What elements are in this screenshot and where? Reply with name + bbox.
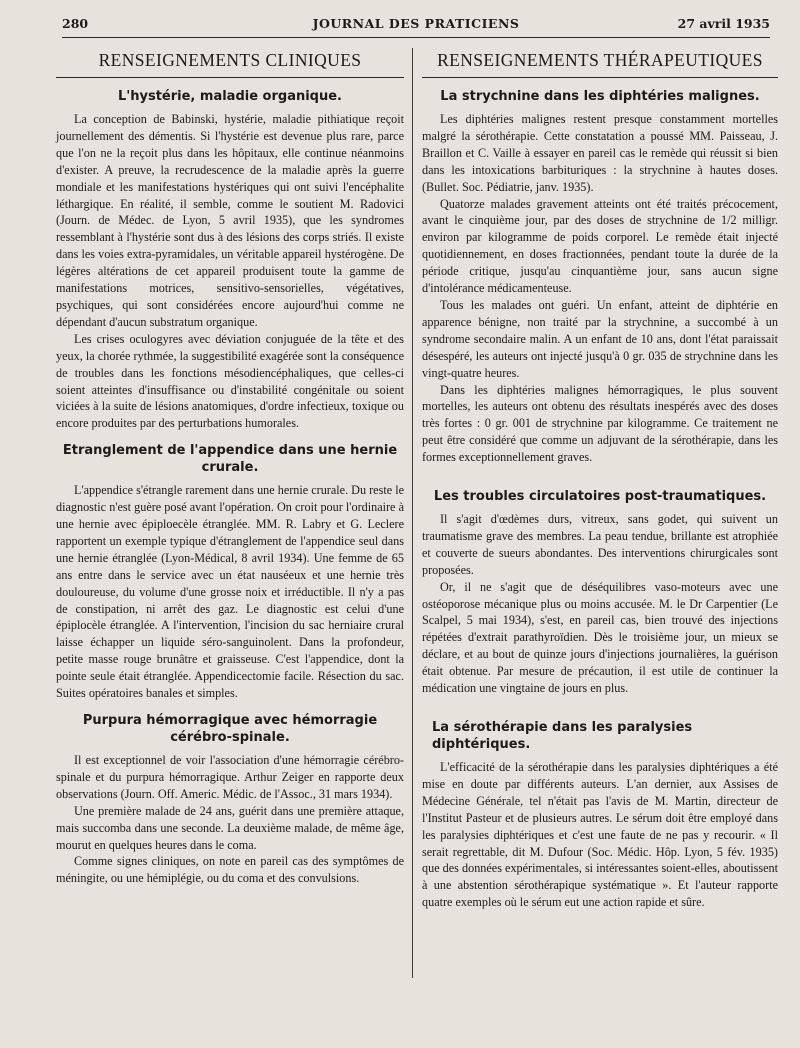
left-column-title: RENSEIGNEMENTS CLINIQUES (56, 50, 404, 78)
section-heading-strychnine: La strychnine dans les diphtéries malignes. (440, 89, 760, 104)
paragraph: L'appendice s'étrangle rarement dans une hernie crurale. Du reste le diagnostic n'est guère posé avant l'opération. On croit pour l'ordinaire à une hernie avec épiploecèle étranglée. MM. R. Labry et G. Leclere rapportent un exemple typique d'étranglement de l'appendice seul dans une hernie étranglée (Lyon-Médical, 8 avril 1934). Une femme de 65 ans entre dans le service avec un état nauséeux et une hernie très douloureuse, du volume d'une grosse noix et irréductible. Il n'y a pas de constipation, ni arrêt des gaz. Le diagnostic est celui d'une épiplocèle étranglée. A l'intervention, l'incision du sac herniaire crural laisse échapper un liquide séro-sanguinolent. Dans la profondeur, petite masse rouge brunâtre et graisseuse. C'est l'appendice, dont la pointe seule était étranglée. Appendicectomie facile. Résection du sac. Suites opératoires banales et simples. (56, 483, 404, 701)
paragraph: La conception de Babinski, hystérie, maladie pithiatique reçoit journellement des démentis. Si l'hystérie est devenue plus rare, parce que l'on ne la reçoit plus dans les hôpitaux, elle continue néanmoins d'exister. A preuve, la recrudescence de la maladie après la guerre mondiale et les manifestations hystériques qui ont suivi l'encéphalite léthargique. En réalité, il semble, comme le soutient M. Radovici (Journ. de Médec. de Lyon, 5 avril 1935), que les syndromes ressemblant à l'hystérie sont dus à des lésions des corps striés. Il existe dans les voies extra-pyramidales, un véritable appareil hystérogène. De légères altérations de cet appareil produisent toute la gamme de manifestations motrices, sensitivo-sensorielles, végétatives, psychiques, qui sont considérées encore aujourd'hui comme ne dépendant d'aucun substratum organique. (56, 112, 404, 329)
paragraph: Comme signes cliniques, on note en pareil cas des symptômes de méningite, ou une hémiplégie, ou du coma et des convulsions. (56, 854, 404, 886)
paragraph: Une première malade de 24 ans, guérit dans une première attaque, mais succomba dans une seconde. La deuxième malade, de même âge, mourut en quelques heures dans le coma. (56, 803, 404, 852)
paragraph: Dans les diphtéries malignes hémorragiques, le plus souvent mortelles, les auteurs ont obtenu des résultats inespérés avec des doses très fortes : 0 gr. 001 de strychnine par kilogramme. Ce traitement ne peut être considéré que comme un adjuvant de la sérothérapie, dans les formes exceptionnellement graves. (422, 382, 778, 465)
section-heading-serotherapy: La sérothérapie dans les paralysies diphtériques. (432, 720, 693, 752)
left-column (56, 50, 404, 887)
paragraph: Les diphtéries malignes restent presque constamment mortelles malgré la sérothérapie. Cette constatation a poussé MM. Paisseau, J. Braillon et C. Vaille à essayer en pareil cas le remède qui réussit si bien dans les intoxications barbituriques : la strychnine à hautes doses. (Bullet. Soc. Pédiatrie, janv. 1935). (422, 112, 778, 194)
right-column (422, 50, 778, 911)
section-heading-purpura: Purpura hémorragique avec hémorragie cérébro-spinale. (82, 713, 378, 745)
paragraph: Quatorze malades gravement atteints ont été traités précocement, avant le cinquième jour, par des doses de strychnine de 1/2 milligr. environ par kilogramme de poids corporel. Le remède était injecté quotidiennement, en doses fractionnées, pendant toute la durée de la période critique, jusqu'au cinquantième jour, sans aucun signe d'intolérance médicamenteuse. (422, 196, 778, 296)
paragraph: Tous les malades ont guéri. Un enfant, atteint de diphtérie en apparence bénigne, non traité par la strychnine, a succombé à un syndrome secondaire malin. A un enfant de 10 ans, dont l'état paraissait désespéré, les auteurs ont injecté jusqu'à 0 gr. 035 de strychnine dans les vingt-quatre heures. (422, 297, 778, 380)
header-rule (62, 37, 770, 38)
column-divider (412, 48, 413, 978)
right-column-title: RENSEIGNEMENTS THÉRAPEUTIQUES (422, 50, 778, 78)
paragraph: Or, il ne s'agit que de déséquilibres vaso-moteurs avec une ostéoporose mécanique plus ou moins accusée. M. le Dr Carpentier (Le Scalpel, 5 mai 1934), s'est, en pareil cas, bien trouvé des injections répétées d'extrait parathyroïdien. Dès le troisième jour, un mieux se déclare, et au bout de quinze jours d'injections journalières, la guérison était obtenue. Par mesure de précaution, il est utile de continuer la médication une vingtaine de jours en plus. (422, 579, 778, 696)
section-heading-hysteria: L'hystérie, maladie organique. (117, 89, 342, 104)
page-number: 280 (62, 16, 89, 31)
paragraph: Il s'agit d'œdèmes durs, vitreux, sans godet, qui suivent un traumatisme grave des membres. La peau tendue, brillante est atrophiée et couverte de sueurs abondantes. Des interventions chirurgicales sont proposées. (422, 512, 778, 577)
section-heading-appendix: Etranglement de l'appendice dans une hernie crurale. (62, 443, 398, 476)
page-header (62, 16, 770, 36)
paragraph: Les crises oculogyres avec déviation conjuguée de la tête et des yeux, la chorée rythmée, la suggestibilité exagérée sont la conséquence de troubles dans les fonctions mésodiencéphaliques, que celles-ci soient atteintes d'insuffisance ou d'instabilité congénitale ou soient viciées à la suite de lésions anatomiques, d'ordre infectieux, toxique ou encore produites par des perturbations humorales. (56, 331, 404, 431)
journal-title: JOURNAL DES PRATICIENS (312, 16, 520, 31)
issue-date: 27 avril 1935 (677, 16, 770, 31)
paragraph: Il est exceptionnel de voir l'association d'une hémorragie cérébro-spinale et du purpura hémorragique. Arthur Zeiger en rapporte deux observations (Journ. Off. Americ. Médic. de l'Assoc., 31 mars 1934). (56, 753, 404, 801)
section-heading-circulatory: Les troubles circulatoires post-traumatiques. (433, 489, 767, 505)
paragraph: L'efficacité de la sérothérapie dans les paralysies diphtériques a été mise en doute par différents auteurs. L'an dernier, aux Assises de Médecine Générale, tel n'était pas l'avis de M. Martin, directeur de l'Institut Pasteur et de plusieurs autres. Le sérum doit être employé dans les paralysies diphtériques et c'est une faute de ne pas y recourir. « Il serait regrettable, dit M. Dufour (Soc. Médic. Hôp. Lyon, 5 fév. 1935) que des données expérimentales, si intéressantes soient-elles, aboutissent à une abstention sérothérapique systématique ». Et l'auteur rapporte quatre exemples où le sérum eut une action rapide et sûre. (422, 760, 778, 910)
